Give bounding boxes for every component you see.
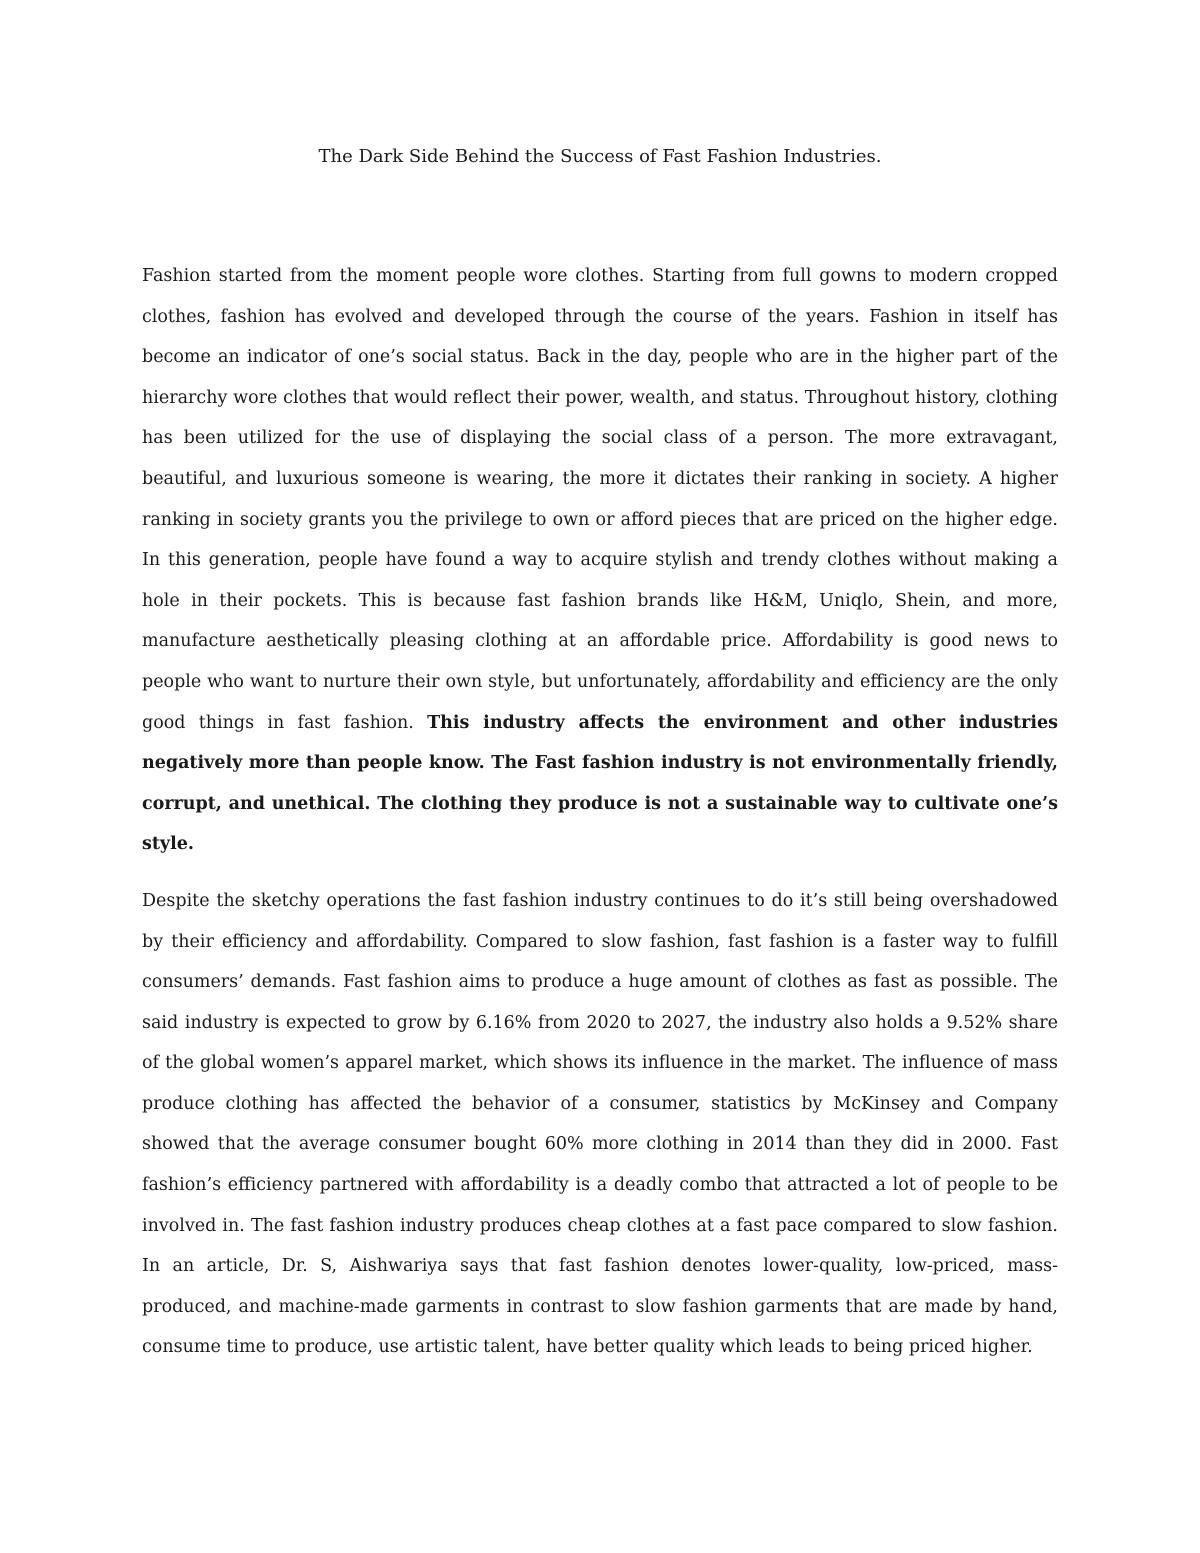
document-body (142, 256, 1058, 1384)
paragraph-intro (142, 256, 1058, 865)
paragraph-efficiency: Despite the sketchy operations the fast fashion industry continues to do it’s still being overshadowed by their efficiency and affordability. Compared to slow fashion, fast fashion is a faster way to fulfill consumers’ demands. Fast fashion aims to produce a huge amount of clothes as fast as possible. The said industry is expected to grow by 6.16% from 2020 to 2027, the industry also holds a 9.52% share of the global women’s apparel market, which shows its influence in the market. The influence of mass produce clothing has affected the behavior of a consumer, statistics by McKinsey and Company showed that the average consumer bought 60% more clothing in 2014 than they did in 2000. Fast fashion’s efficiency partnered with affordability is a deadly combo that attracted a lot of people to be involved in. The fast fashion industry produces cheap clothes at a fast pace compared to slow fashion. In an article, Dr. S, Aishwariya says that fast fashion denotes lower-quality, low-priced, mass-produced, and machine-made garments in contrast to slow fashion garments that are made by hand, consume time to produce, use artistic talent, have better quality which leads to being priced higher. (142, 890, 1058, 1358)
document-title: The Dark Side Behind the Success of Fast Fashion Industries. (318, 146, 882, 167)
paragraph-intro-text: Fashion started from the moment people wore clothes. Starting from full gowns to modern cropped clothes, fashion has evolved and developed through the course of the years. Fashion in itself has become an indicator of one’s social status. Back in the day, people who are in the higher part of the hierarchy wore clothes that would reflect their power, wealth, and status. Throughout history, clothing has been utilized for the use of displaying the social class of a person. The more extravagant, beautiful, and luxurious someone is wearing, the more it dictates their ranking in society. A higher ranking in society grants you the privilege to own or afford pieces that are priced on the higher edge. In this generation, people have found a way to acquire stylish and trendy clothes without making a hole in their pockets. This is because fast fashion brands like H&M, Uniqlo, Shein, and more, manufacture aesthetically pleasing clothing at an affordable price. Affordability is good news to people who want to nurture their own style, but unfortunately, affordability and efficiency are the only good things in fast fashion. (142, 266, 1058, 733)
thesis-statement: This industry affects the environment and other industries negatively more than people know. The Fast fashion industry is not environmentally friendly, corrupt, and unethical. The clothing they produce is not a sustainable way to cultivate one’s style. (142, 712, 1058, 855)
